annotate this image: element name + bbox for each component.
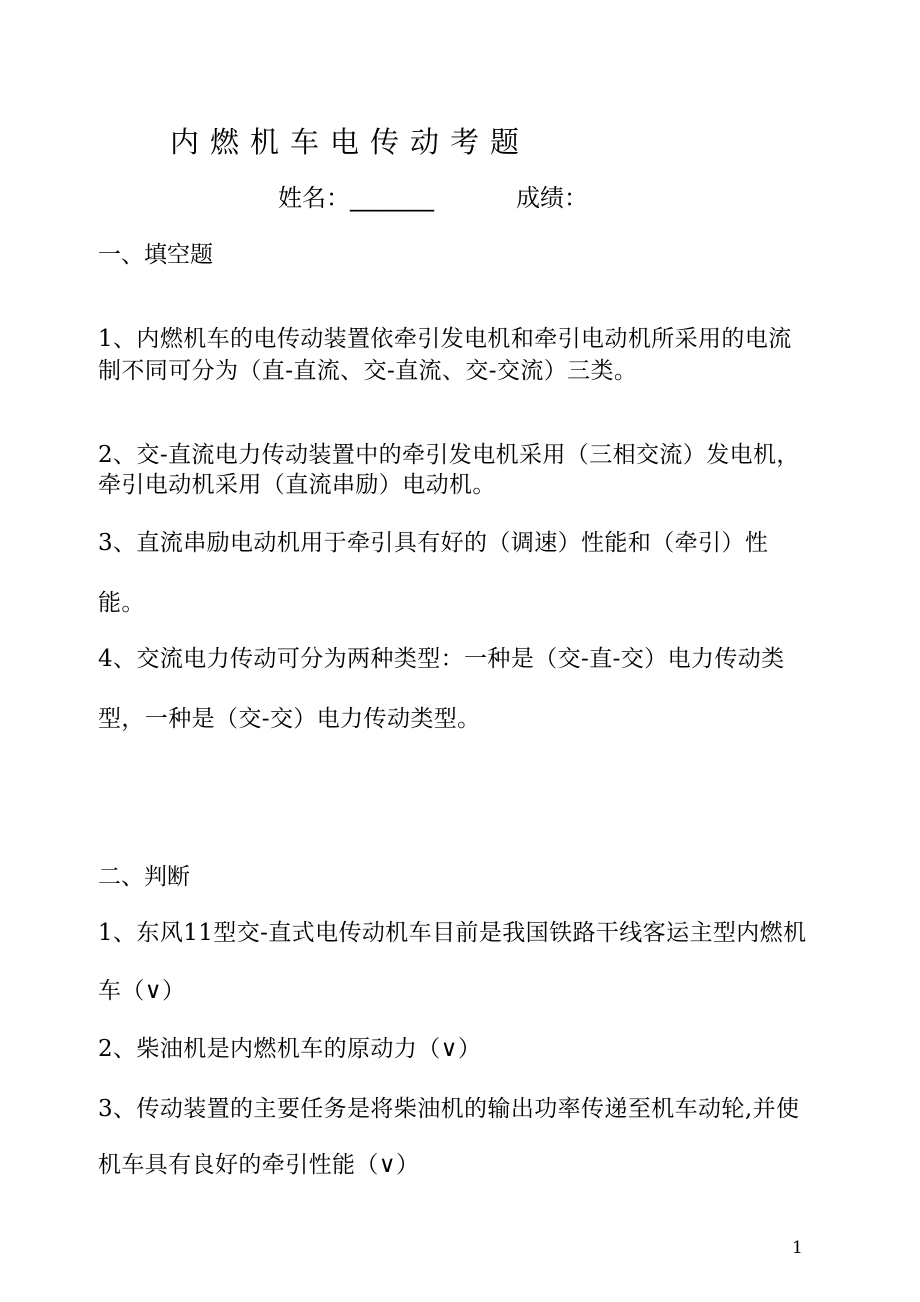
question-line: 能。: [98, 590, 145, 616]
question-line: 1、东风11型交-直式电传动机车目前是我国铁路干线客运主型内燃机: [98, 920, 807, 946]
page-number: 1: [792, 1238, 803, 1258]
question-line: 型，一种是（交-交）电力传动类型。: [98, 706, 481, 732]
question-line: 1、内燃机车的电传动装置依牵引发电机和牵引电动机所采用的电流: [98, 326, 792, 352]
question-line: 3、直流串励电动机用于牵引具有好的（调速）性能和（牵引）性: [98, 530, 769, 556]
question-line: 制不同可分为（直-直流、交-直流、交-交流）三类。: [98, 358, 638, 384]
name-field-label: 姓名：_______: [278, 184, 434, 212]
section-heading-fill-in: 一、填空题: [98, 242, 213, 268]
page-title: 内燃机车电传动考题: [170, 125, 531, 159]
question-line: 4、交流电力传动可分为两种类型：一种是（交-直-交）电力传动类: [98, 646, 785, 672]
question-line: 机车具有良好的牵引性能（∨）: [98, 1152, 420, 1178]
question-line: 2、柴油机是内燃机车的原动力（∨）: [98, 1036, 482, 1062]
question-line: 3、传动装置的主要任务是将柴油机的输出功率传递至机车动轮,并使: [98, 1096, 800, 1122]
question-line: 牵引电动机采用（直流串励）电动机。: [98, 472, 496, 498]
question-line: 2、交-直流电力传动装置中的牵引发电机采用（三相交流）发电机，: [98, 442, 800, 468]
score-field-label: 成绩：: [516, 184, 588, 212]
question-line: 车（∨）: [98, 978, 186, 1004]
section-heading-judgment: 二、判断: [98, 864, 190, 890]
